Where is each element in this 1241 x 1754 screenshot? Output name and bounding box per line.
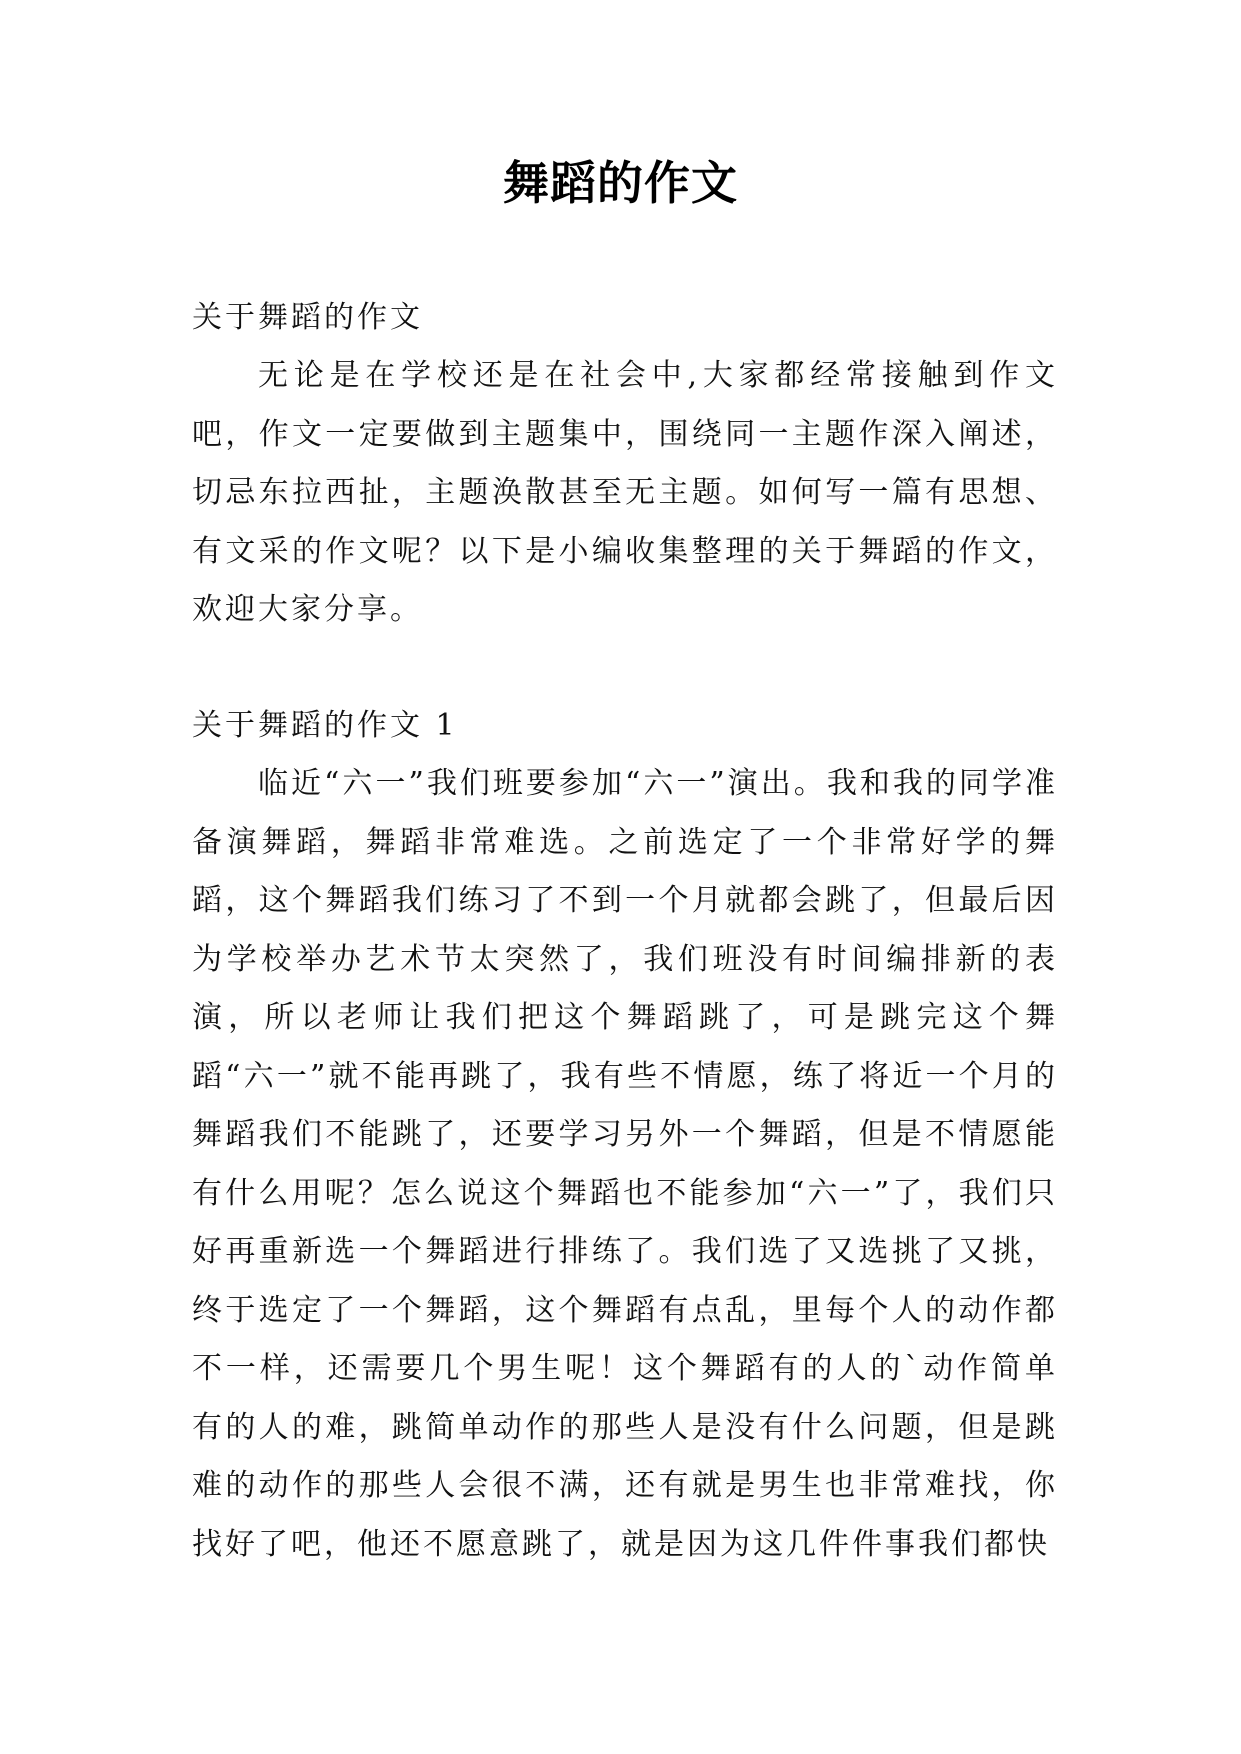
document-title: 舞蹈的作文	[503, 156, 738, 210]
section-heading: 关于舞蹈的作文 1	[192, 708, 458, 743]
section-paragraph: 临近“六一”我们班要参加“六一”演出。我和我的同学准备演舞蹈，舞蹈非常难选。之前选定了一个非常好学的舞蹈，这个舞蹈我们练习了不到一个月就都会跳了，但最后因为学校举办艺术节太突然了，我们班没有时间编排新的表演，所以老师让我们把这个舞蹈跳了，可是跳完这个舞蹈“六一”就不能再跳了，我有些不情愿，练了将近一个月的舞蹈我们不能跳了，还要学习另外一个舞蹈，但是不情愿能有什么用呢？怎么说这个舞蹈也不能参加“六一”了，我们只好再重新选一个舞蹈进行排练了。我们选了又选挑了又挑，终于选定了一个舞蹈，这个舞蹈有点乱，里每个人的动作都不一样，还需要几个男生呢！这个舞蹈有的人的`动作简单有的人的难，跳简单动作的那些人是没有什么问题，但是跳难的动作的那些人会很不满，还有就是男生也非常难找，你找好了吧，他还不愿意跳了，就是因为这几件件事我们都快	[192, 766, 1058, 1562]
intro-heading: 关于舞蹈的作文	[192, 300, 423, 335]
intro-paragraph: 无论是在学校还是在社会中,大家都经常接触到作文吧，作文一定要做到主题集中，围绕同一主题作深入阐述，切忌东拉西扯，主题涣散甚至无主题。如何写一篇有思想、有文采的作文呢？以下是小编收集整理的关于舞蹈的作文，欢迎大家分享。	[192, 358, 1058, 627]
